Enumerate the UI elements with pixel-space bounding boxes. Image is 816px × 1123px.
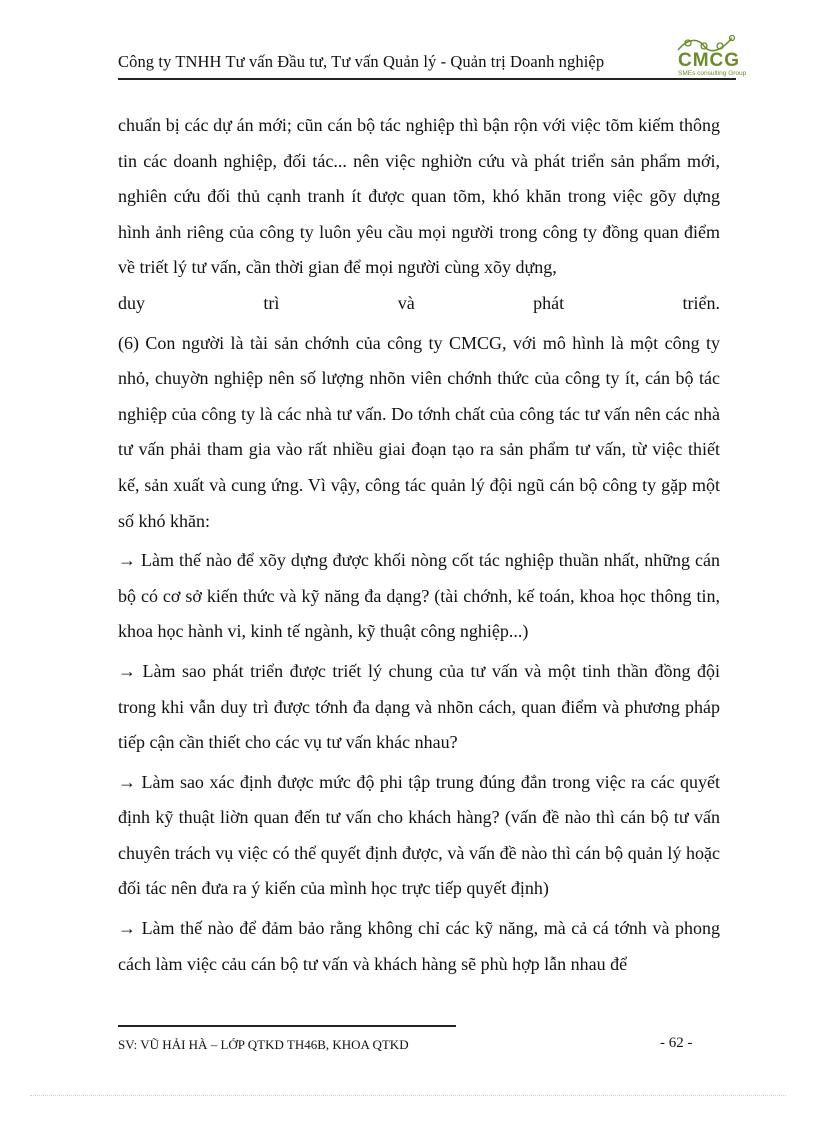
last-line-word: phát	[533, 292, 565, 313]
paragraph-4: → Làm sao phát triển được triết lý chung của tư vấn và một tinh thần đồng đội trong khi vẫn duy trì được tớnh đa dạng và nhõn cách, quan điểm và phương pháp tiếp cận cần thiết cho các vụ tư vấn khác nhau?	[118, 660, 720, 753]
paragraph-2: (6) Con người là tài sản chớnh của công ty CMCG, với mô hình là một công ty nhỏ, chuyờn nghiệp nên số lượng nhõn viên chớnh thức của công ty ít, cán bộ tác nghiệp của công ty là các nhà tư vấn. Do tớnh chất của công tác tư vấn nên các nhà tư vấn phải tham gia vào rất nhiều giai đoạn tạo ra sản phẩm tư vấn, từ việc thiết kế, sản xuất và cung ứng. Vì vậy, công tác quản lý đội ngũ cán bộ công ty gặp một số khó khăn:	[118, 332, 720, 531]
paragraph-3: → Làm thế nào để xõy dựng được khối nòng cốt tác nghiệp thuần nhất, những cán bộ có cơ sở kiến thức và kỹ năng đa dạng? (tài chớnh, kế toán, khoa học thông tin, khoa học hành vi, kinh tế ngành, kỹ thuật công nghiệp...)	[118, 550, 720, 642]
paragraph-6: → Làm thế nào để đảm bảo rằng không chỉ các kỹ năng, mà cả cá tớnh và phong cách làm việc cảu cán bộ tư vấn và khách hàng sẽ phù hợp lẫn nhau để	[118, 918, 720, 974]
footer-student-info: SV: VŨ HẢI HÀ – LỚP QTKD TH46B, KHOA QTKD	[118, 1037, 409, 1052]
last-line-word: và	[397, 292, 415, 313]
header-divider	[118, 78, 736, 80]
page-number: - 62 -	[660, 1035, 693, 1051]
document-body	[118, 108, 720, 982]
header-company-name: Công ty TNHH Tư vấn Đầu tư, Tư vấn Quản lý - Quản trị Doanh nghiệp	[118, 52, 605, 71]
paragraph-5: → Làm sao xác định được mức độ phi tập trung đúng đắn trong việc ra các quyết định kỹ thuật liờn quan đến tư vấn cho khách hàng? (vấn đề nào thì cán bộ tư vấn chuyên trách vụ việc có thể quyết định được, và vấn đề nào thì cán bộ quản lý hoặc đối tác nên đưa ra ý kiến của mình học trực tiếp quyết định)	[118, 771, 720, 899]
page-edge-line	[30, 1095, 786, 1096]
last-line-word: duy	[118, 292, 145, 313]
paragraph-1: chuẩn bị các dự án mới; cũn cán bộ tác nghiệp thì bận rộn với việc tõm kiếm thông tin các doanh nghiệp, đối tác... nên việc nghiờn cứu và phát triển sản phẩm mới, nghiên cứu đối thủ cạnh tranh ít được quan tõm, khó khăn trong việc gõy dựng hình ảnh riêng của công ty luôn yêu cầu mọi người trong công ty đồng quan điểm về triết lý tư vấn, cần thời gian để mọi người cùng xõy dựng,	[118, 115, 720, 278]
paragraph-1-last-line	[118, 286, 720, 322]
last-line-word: triển.	[682, 292, 720, 313]
logo-text: CMCG	[678, 50, 741, 71]
logo-tagline: SMEs consulting Group	[678, 70, 747, 77]
last-line-word: trì	[263, 292, 280, 313]
company-logo	[674, 34, 747, 80]
footer-divider	[118, 1025, 456, 1027]
page-header	[118, 50, 678, 80]
